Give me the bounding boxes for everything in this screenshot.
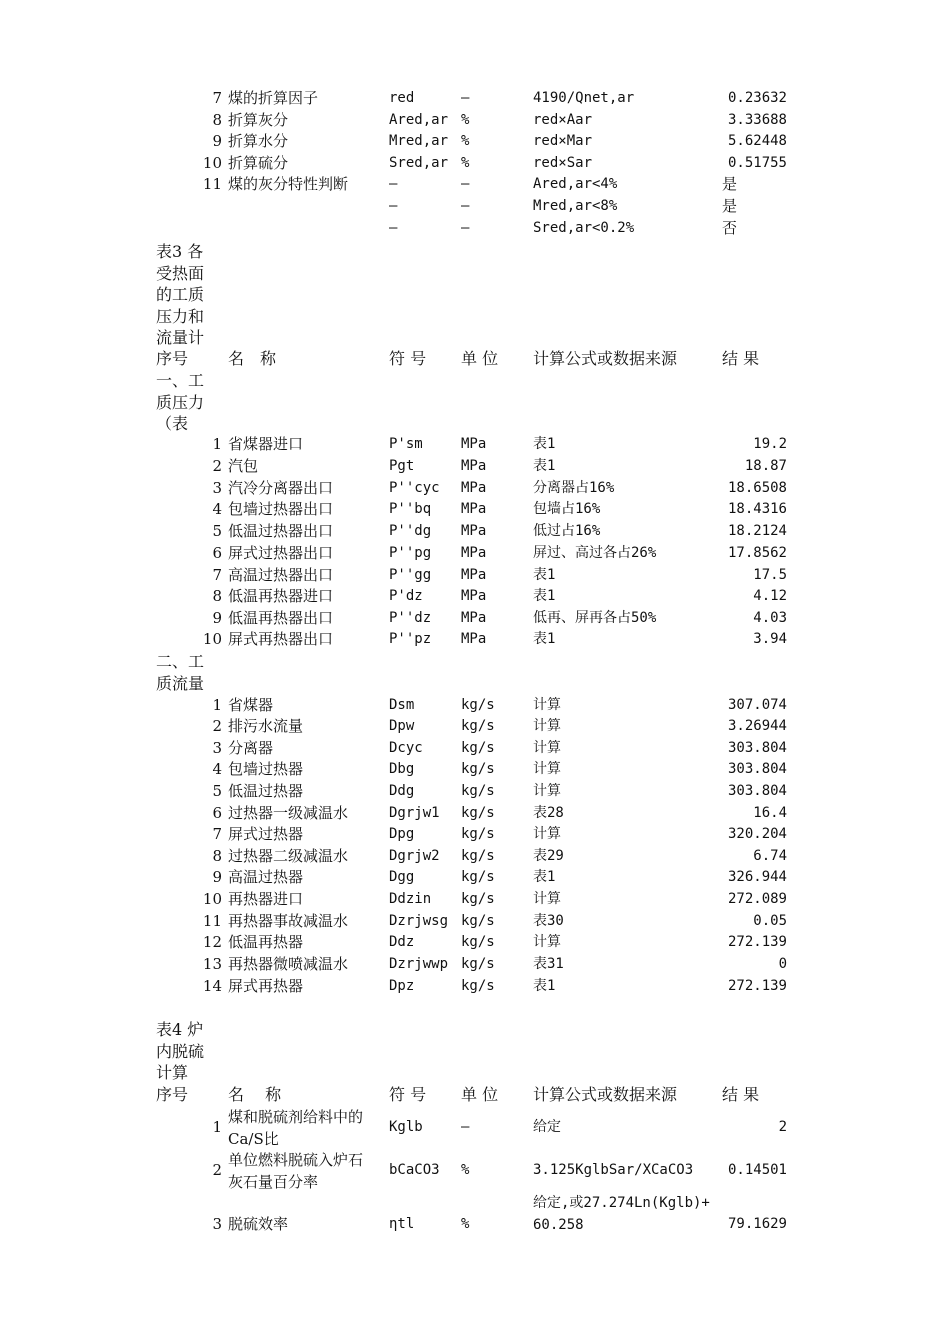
header-result: 结 果 [722,1085,760,1104]
row-result: 18.6508 [727,480,787,496]
row-name: 汽包 [228,457,259,475]
row-unit: % [461,112,470,128]
row-number: 2 [212,457,222,475]
table3-title: 表3 各受热面的工质压力和流量计 [156,242,205,348]
row-number: 3 [212,479,222,497]
header-formula: 计算公式或数据来源 [533,1085,678,1104]
row-symbol: bCaCO3 [389,1162,440,1178]
row-name: 省煤器 [228,696,274,714]
row-number: 7 [212,89,222,107]
row-result: 3.33688 [727,112,787,128]
row-number: 1 [212,435,222,453]
header-symbol: 符 号 [389,1085,427,1104]
row-number: 9 [212,868,222,886]
row-symbol: Dcyc [389,740,423,756]
row-number: 7 [212,566,222,584]
table-row [0,456,950,477]
section-pressure-title: 一、工质压力（表 [156,371,205,434]
table-row [0,218,950,239]
row-formula: 计算 [533,783,561,799]
row-unit: kg/s [461,956,495,972]
row-result: 0.05 [753,913,787,929]
row-formula: 表28 [533,805,564,821]
row-name: 煤和脱硫剂给料中的Ca/S比 [228,1108,364,1148]
row-result: 4.03 [753,610,787,626]
row-formula: 3.125KglbSar/XCaCO3 [533,1162,694,1178]
row-number: 3 [212,739,222,757]
row-result: 17.8562 [727,545,787,561]
row-formula: red×Aar [533,112,593,128]
table-row [0,1149,950,1193]
row-number: 8 [212,847,222,865]
row-number: 13 [202,955,222,973]
row-unit: kg/s [461,740,495,756]
row-symbol: P''gg [389,567,432,583]
table-row [0,889,950,910]
row-unit: MPa [461,631,487,647]
row-symbol: — [389,198,398,214]
row-unit: kg/s [461,934,495,950]
row-formula: 4190/Qnet,ar [533,90,635,106]
row-symbol: Dgrjw1 [389,805,440,821]
header-formula: 计算公式或数据来源 [533,349,678,368]
row-unit: MPa [461,436,487,452]
row-formula: 计算 [533,761,561,777]
row-name: 屏式过热器 [228,825,304,843]
table-row [0,196,950,217]
row-formula: Sred,ar<0.2% [533,220,635,236]
row-unit: MPa [461,480,487,496]
table-row [0,954,950,975]
row-symbol: Dgg [389,869,415,885]
row-unit: MPa [461,610,487,626]
row-formula: 屏过、高过各占26% [533,545,657,561]
row-result: 303.804 [727,783,787,799]
row-number: 2 [212,717,222,735]
table-row [0,1106,950,1150]
row-symbol: Ddz [389,934,415,950]
row-formula: 低过占16% [533,523,601,539]
row-symbol: P''dz [389,610,432,626]
row-number: 1 [212,1118,222,1136]
header-unit: 单 位 [461,349,499,368]
row-formula: 表1 [533,436,556,452]
row-symbol: Ddzin [389,891,432,907]
row-name: 低温再热器 [228,933,304,951]
table-row [0,565,950,586]
header-no: 序号 [156,349,189,368]
row-result: 79.1629 [727,1216,787,1232]
table-row [0,759,950,780]
row-result: 3.94 [753,631,787,647]
table-row [0,824,950,845]
row-unit: — [461,198,470,214]
row-formula: 低再、屏再各占50% [533,610,657,626]
row-result: 17.5 [753,567,787,583]
row-result: 否 [722,219,738,237]
row-formula: 计算 [533,740,561,756]
row-formula: 给定,或27.274Ln(Kglb)+60.258 [533,1195,710,1233]
row-name: 再热器进口 [228,890,304,908]
row-name: 折算水分 [228,132,289,150]
row-formula: 表1 [533,978,556,994]
row-symbol: Dpz [389,978,415,994]
row-name: 低温再热器出口 [228,609,334,627]
row-unit: kg/s [461,761,495,777]
row-result: 0.51755 [727,155,787,171]
row-result: 326.944 [727,869,787,885]
table-row [0,716,950,737]
row-symbol: red [389,90,415,106]
row-name: 再热器事故减温水 [228,912,349,930]
row-number: 5 [212,522,222,540]
row-result: 303.804 [727,761,787,777]
row-result: 4.12 [753,588,787,604]
row-name: 低温再热器进口 [228,587,334,605]
row-unit: kg/s [461,805,495,821]
table-row [0,608,950,629]
row-result: 0.14501 [727,1162,787,1178]
row-result: 307.074 [727,697,787,713]
row-unit: — [461,220,470,236]
row-symbol: Pgt [389,458,415,474]
row-formula: 表31 [533,956,564,972]
row-number: 11 [202,175,222,193]
table-row [0,543,950,564]
row-result: 16.4 [753,805,787,821]
table-row [0,521,950,542]
table-row [0,976,950,997]
row-name: 脱硫效率 [228,1215,289,1233]
row-name: 煤的灰分特性判断 [228,175,349,193]
row-result: 2 [778,1119,787,1135]
table-row [0,478,950,499]
row-name: 低温过热器出口 [228,522,334,540]
row-unit: kg/s [461,978,495,994]
header-unit: 单 位 [461,1085,499,1104]
row-unit: kg/s [461,913,495,929]
row-name: 折算灰分 [228,111,289,129]
row-number: 14 [202,977,222,995]
row-result: 3.26944 [727,718,787,734]
row-formula: 表1 [533,869,556,885]
row-unit: % [461,1216,470,1232]
row-formula: 表1 [533,588,556,604]
row-formula: red×Sar [533,155,593,171]
row-unit: MPa [461,588,487,604]
row-result: 5.62448 [727,133,787,149]
row-symbol: — [389,176,398,192]
row-number: 9 [212,609,222,627]
row-unit: — [461,1119,470,1135]
row-unit: MPa [461,501,487,517]
row-unit: kg/s [461,697,495,713]
row-formula: 包墙占16% [533,501,601,517]
row-number: 10 [202,154,222,172]
row-unit: % [461,155,470,171]
row-name: 低温过热器 [228,782,304,800]
row-result: 6.74 [753,848,787,864]
row-formula: red×Mar [533,133,593,149]
row-unit: kg/s [461,848,495,864]
row-number: 1 [212,696,222,714]
table-row [0,434,950,455]
row-number: 8 [212,111,222,129]
row-unit: MPa [461,458,487,474]
table-row [0,1192,950,1258]
row-number: 6 [212,804,222,822]
row-unit: kg/s [461,783,495,799]
row-number: 4 [212,500,222,518]
row-name: 折算硫分 [228,154,289,172]
table-row [0,846,950,867]
table-row [0,586,950,607]
row-result: 是 [722,197,738,215]
row-result: 18.87 [744,458,787,474]
row-name: 省煤器进口 [228,435,304,453]
row-formula: 给定 [533,1119,561,1135]
row-name: 过热器二级减温水 [228,847,349,865]
row-formula: 表1 [533,458,556,474]
row-formula: 表30 [533,913,564,929]
row-result: 272.089 [727,891,787,907]
row-result: 18.4316 [727,501,787,517]
table-row [0,110,950,131]
row-number: 2 [212,1161,222,1179]
row-symbol: P''pg [389,545,432,561]
row-number: 9 [212,132,222,150]
table4-title: 表4 炉内脱硫计算 [156,1020,205,1083]
row-formula: 表1 [533,631,556,647]
row-unit: kg/s [461,826,495,842]
row-formula: 计算 [533,934,561,950]
row-unit: kg/s [461,869,495,885]
row-name: 排污水流量 [228,717,304,735]
row-number: 6 [212,544,222,562]
row-name: 屏式再热器出口 [228,630,334,648]
header-symbol: 符 号 [389,349,427,368]
row-number: 11 [202,912,222,930]
row-formula: 计算 [533,826,561,842]
table-row [0,738,950,759]
row-result: 272.139 [727,978,787,994]
row-formula: Ared,ar<4% [533,176,618,192]
row-symbol: Ared,ar [389,112,449,128]
row-symbol: — [389,220,398,236]
row-name: 过热器一级减温水 [228,804,349,822]
row-number: 10 [202,630,222,648]
row-number: 5 [212,782,222,800]
table-row [0,803,950,824]
row-number: 3 [212,1215,222,1233]
row-formula: 分离器占16% [533,480,615,496]
row-result: 303.804 [727,740,787,756]
row-symbol: Dzrjwwp [389,956,449,972]
header-no: 序号 [156,1085,189,1104]
row-number: 4 [212,760,222,778]
row-symbol: Sred,ar [389,155,449,171]
row-unit: kg/s [461,718,495,734]
header-name: 名 称 [228,1085,282,1104]
row-result: 320.204 [727,826,787,842]
row-unit: MPa [461,567,487,583]
row-unit: MPa [461,545,487,561]
row-symbol: Dpg [389,826,415,842]
row-formula: 计算 [533,697,561,713]
table4-header [0,1084,950,1105]
row-result: 是 [722,175,738,193]
row-unit: kg/s [461,891,495,907]
row-symbol: Ddg [389,783,415,799]
row-name: 屏式过热器出口 [228,544,334,562]
row-symbol: Dbg [389,761,415,777]
row-symbol: Dgrjw2 [389,848,440,864]
row-symbol: P'sm [389,436,423,452]
row-formula: Mred,ar<8% [533,198,618,214]
row-name: 分离器 [228,739,274,757]
table3-header [0,348,950,369]
table-row [0,781,950,802]
row-symbol: P'dz [389,588,423,604]
row-unit: % [461,133,470,149]
row-unit: MPa [461,523,487,539]
row-result: 272.139 [727,934,787,950]
row-name: 包墙过热器出口 [228,500,334,518]
row-formula: 计算 [533,718,561,734]
row-unit: — [461,90,470,106]
table-row [0,153,950,174]
table-row [0,499,950,520]
table-row [0,629,950,650]
table-row [0,88,950,109]
row-symbol: P''pz [389,631,432,647]
row-name: 包墙过热器 [228,760,304,778]
table-row [0,695,950,716]
row-result: 18.2124 [727,523,787,539]
row-number: 10 [202,890,222,908]
row-formula: 表1 [533,567,556,583]
row-number: 8 [212,587,222,605]
header-name: 名 称 [228,349,277,368]
row-formula: 计算 [533,891,561,907]
section-flow-title: 二、工质流量 [156,652,205,693]
row-name: 单位燃料脱硫入炉石灰石量百分率 [228,1151,364,1191]
header-result: 结 果 [722,349,760,368]
table-row [0,932,950,953]
row-name: 汽冷分离器出口 [228,479,334,497]
table-row [0,867,950,888]
row-symbol: Mred,ar [389,133,449,149]
row-result: 0 [778,956,787,972]
row-formula: 表29 [533,848,564,864]
row-result: 0.23632 [727,90,787,106]
row-name: 高温过热器 [228,868,304,886]
row-symbol: P''bq [389,501,432,517]
table-row [0,174,950,195]
row-symbol: Dpw [389,718,415,734]
row-symbol: ηtl [389,1216,415,1232]
row-unit: — [461,176,470,192]
row-number: 12 [202,933,222,951]
row-name: 煤的折算因子 [228,89,319,107]
row-unit: % [461,1162,470,1178]
row-name: 高温过热器出口 [228,566,334,584]
row-symbol: Dzrjwsg [389,913,449,929]
row-result: 19.2 [753,436,787,452]
row-symbol: P''cyc [389,480,440,496]
row-number: 7 [212,825,222,843]
table-row [0,911,950,932]
table-row [0,131,950,152]
row-symbol: Dsm [389,697,415,713]
row-symbol: P''dg [389,523,432,539]
row-symbol: Kglb [389,1119,423,1135]
row-name: 再热器微喷减温水 [228,955,349,973]
row-name: 屏式再热器 [228,977,304,995]
